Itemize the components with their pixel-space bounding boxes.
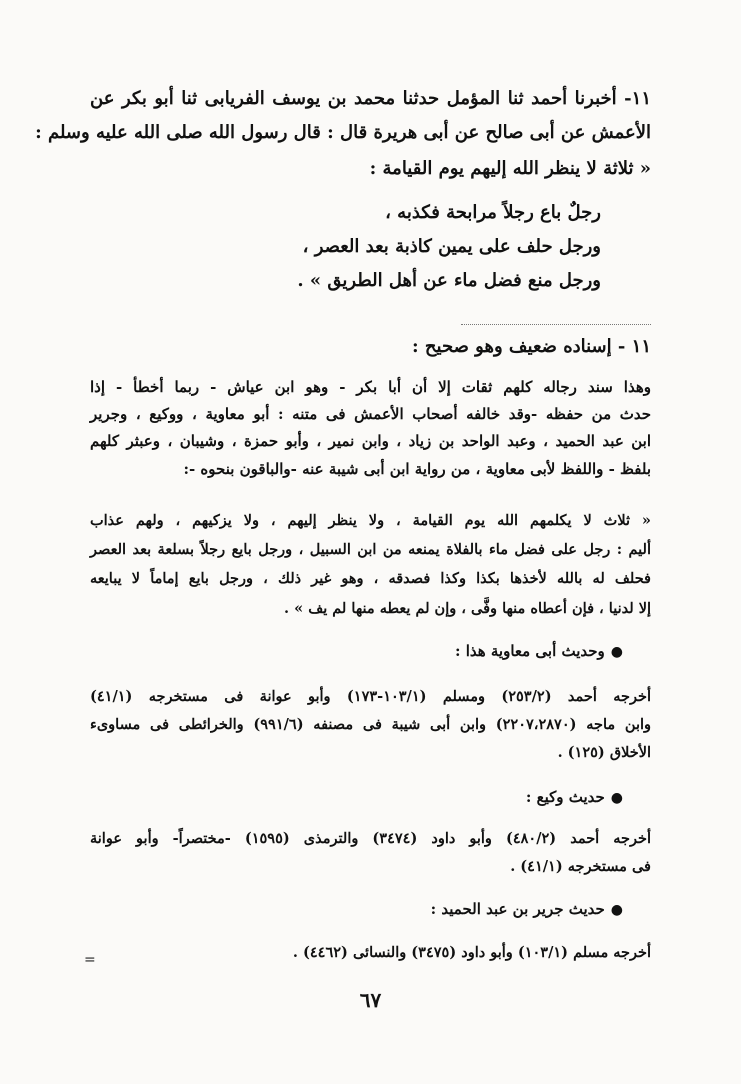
bullet-icon: ● [610, 902, 623, 918]
bullet-icon: ● [610, 790, 623, 806]
bullet-heading [431, 900, 623, 918]
hadith-line: ١١- أخبرنا أحمد ثنا المؤمل حدثنا محمد بن يوسف الفريابى ثنا أبو بكر عن [90, 88, 651, 109]
hadith-line: ورجل حلف على يمين كاذبة بعد العصر ، [302, 236, 601, 257]
paragraph-line: ابن عبد الحميد ، وعبد الواحد بن زياد ، وابن نمير ، وأبو حمزة ، وشيبان ، وعبثر كلهم [90, 432, 651, 450]
reference-line: وابن ماجه (٢٢٠٧،٢٨٧٠) وابن أبى شيبة فى مصنفه (٩٩١/٦) والخرائطى فى مساوىء [90, 716, 652, 733]
hadith-line: الأعمش عن أبى صالح عن أبى هريرة قال : قال رسول الله صلى الله عليه وسلم : [35, 122, 651, 143]
hadith-line: ورجل منع فضل ماء عن أهل الطريق » . [297, 270, 601, 291]
page-number: ٦٧ [359, 988, 382, 1012]
bullet-heading [526, 788, 623, 806]
margin-mark: = [84, 952, 96, 968]
bullet-title: حديث وكيع : [525, 788, 605, 806]
bullet-heading [455, 642, 623, 660]
paragraph-line: حدث من حفظه -وقد خالفه أصحاب الأعمش فى متنه : أبو معاوية ، ووكيع ، وجرير [90, 405, 651, 423]
hadith-line: « ثلاثة لا ينظر الله إليهم يوم القيامة : [369, 158, 651, 179]
reference-line: أخرجه أحمد (٢٥٣/٢) ومسلم (١٠٣/١-١٧٣) وأبو عوانة فى مستخرجه (٤١/١) [90, 688, 651, 705]
bullet-title: وحديث أبى معاوية هذا : [454, 642, 605, 660]
reference-line: أخرجه مسلم (١٠٣/١) وأبو داود (٣٤٧٥) والنسائى (٤٤٦٢) . [292, 944, 651, 961]
quote-line: أليم : رجل على فضل ماء بالفلاة يمنعه من ابن السبيل ، ورجل بايع رجلاً بسلعة بعد العصر [90, 541, 651, 558]
reference-line: أخرجه أحمد (٤٨٠/٢) وأبو داود (٣٤٧٤) والترمذى (١٥٩٥) -مختصراً- وأبو عوانة [90, 830, 651, 847]
hadith-line: رجلٌ باع رجلاً مرابحة فكذبه ، [385, 202, 601, 223]
section-heading: ١١ - إسناده ضعيف وهو صحيح : [412, 336, 651, 357]
paragraph-line: وهذا سند رجاله كلهم ثقات إلا أن أبا بكر - وهو ابن عياش - ربما أخطأ - إذا [90, 378, 651, 396]
reference-line: الأخلاق (١٢٥) . [557, 744, 651, 761]
quote-line: إلا لدنيا ، فإن أعطاه منها وفَّى ، وإن لم يعطه منها لم يف » . [283, 600, 651, 617]
bullet-icon: ● [610, 644, 623, 660]
paragraph-line: بلفظ - واللفظ لأبى معاوية ، من رواية ابن أبى شيبة عنه -والباقون بنحوه -: [183, 460, 651, 478]
section-separator [461, 324, 651, 325]
quote-line: « ثلاث لا يكلمهم الله يوم القيامة ، ولا ينظر إليهم ، ولا يزكيهم ، ولهم عذاب [90, 512, 651, 529]
reference-line: فى مستخرجه (٤١/١) . [510, 858, 651, 875]
bullet-title: حديث جرير بن عبد الحميد : [430, 900, 605, 918]
quote-line: فحلف له بالله لأخذها بكذا وكذا فصدقه ، وهو غير ذلك ، ورجل بايع إماماً لا يبايعه [90, 570, 651, 587]
